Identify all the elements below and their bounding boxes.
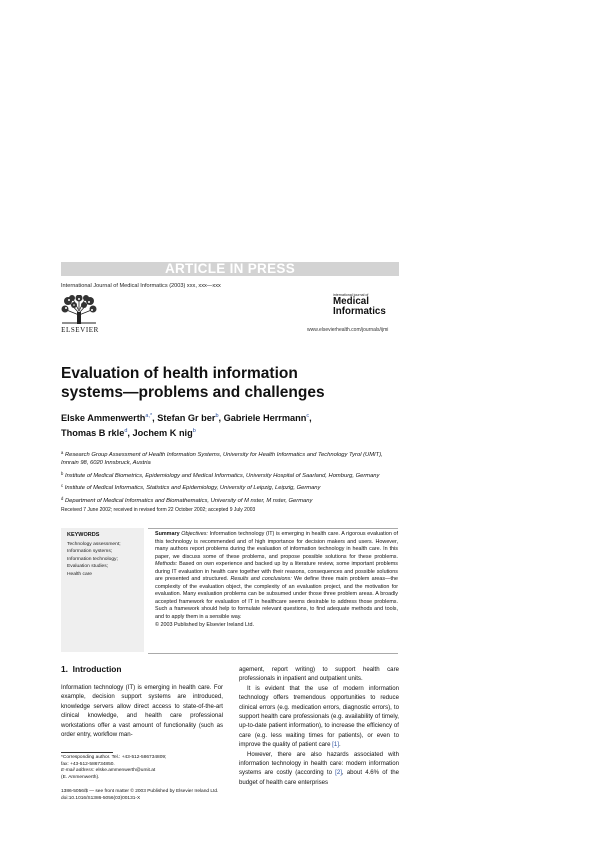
elsevier-tree-icon [60, 295, 98, 325]
paragraph-text: However, there are also hazards associated with information technology in health care: modern information systems are costly (according to [239, 750, 399, 777]
paragraph: Information technology (IT) is emerging in health care. For example, decision support systems are introduced, knowledge servers allow direct access to state-of-the-art clinical knowledge, and health care professional workstations offer a vast amount of functionality (such as order entry, workflow man- [61, 684, 223, 739]
author-name: Thomas B rkle [61, 428, 125, 438]
methods-label: Methods: [155, 561, 178, 568]
paragraph [239, 684, 399, 750]
summary-top-rule [148, 528, 398, 529]
affiliation [61, 482, 401, 493]
email-address[interactable]: elske.ammenwerth@umit.at [95, 768, 156, 773]
author-affil-ref[interactable]: b [192, 428, 196, 434]
affiliation-marker: d [61, 496, 64, 502]
elsevier-wordmark: ELSEVIER [61, 326, 99, 334]
author-name: Stefan Gr ber [157, 413, 216, 423]
keyword: Information systems; [67, 549, 113, 555]
affiliation-text: Institute of Medical Informatics, Statistics and Epidemiology, University of Leipzig, Leipzig, Germany [64, 485, 321, 492]
body-column-left [61, 683, 223, 739]
keywords-heading: KEYWORDS [67, 532, 100, 538]
author-affil-ref[interactable]: c [306, 413, 310, 419]
author-name: Jochem K nig [132, 428, 193, 438]
journal-logo-line1: Medical [333, 296, 369, 307]
fax-number: fax: +43-512-586734850. [61, 761, 115, 767]
author-name: Gabriele Herrmann [223, 413, 307, 423]
issn-doi [61, 789, 218, 803]
journal-citation: International Journal of Medical Informatics (2003) xxx, xxx—xxx [61, 283, 221, 289]
corresponding-author: *Corresponding author. Tel.: +43-512-586734809; [61, 755, 167, 760]
abstract [155, 531, 398, 629]
keyword: Health care [67, 571, 93, 577]
section-title: Introduction [72, 664, 122, 674]
footnote-rule [61, 752, 113, 753]
paragraph-text: , about 4.6% of the budget of health care enterprises [239, 769, 399, 786]
body-column-right [239, 665, 399, 787]
keywords-list [67, 541, 121, 578]
affiliation-marker: b [61, 470, 64, 476]
email-label: E-mail address: [61, 768, 95, 773]
doi-line[interactable]: doi:10.1016/S1386-5056(03)00131-X [61, 795, 141, 801]
author-affil-ref[interactable]: d [124, 428, 128, 434]
methods-text: Based on own experience and backed up by a literature review, some important problems during IT evaluation in health care together with their reasons, consequences and possible solutions are presented and structured. [155, 561, 398, 583]
affiliation [61, 470, 401, 481]
affiliation-text: Institute of Medical Biometrics, Epidemiology and Medical Informatics, University Hospital of Saarland, Homburg, Germany [64, 472, 380, 479]
section-heading [61, 664, 122, 674]
author-affil-ref[interactable]: a,* [145, 413, 153, 419]
author-list [61, 410, 401, 440]
section-number: 1. [61, 664, 68, 674]
citation-link[interactable]: [1] [332, 741, 339, 749]
affiliation-marker: a [61, 450, 64, 455]
keyword: Information technology; [67, 556, 118, 562]
email-owner: (E. Ammenwerth). [61, 774, 100, 780]
paragraph: agement, report writing) to support health care professionals in inpatient and outpatient units. [239, 666, 399, 683]
footnotes [61, 755, 226, 781]
paragraph-text: . [338, 741, 341, 749]
results-text: We define three main problem areas—the complexity of the evaluation object, the complexity of an evaluation project, and the motivation for evaluation. Many evaluation problems can be subsumed under those three problem areas. A broadly accepted framework for evaluation of IT in healthcare seems desirable to address those problems. Such a framework should help to formulate relevant questions, to find adequate methods and tools, and to apply them in a sensible way. [155, 576, 399, 621]
summary-bottom-rule [148, 653, 398, 654]
citation-link[interactable]: [2] [335, 769, 342, 777]
journal-url[interactable]: www.elsevierhealth.com/journals/ijmi [307, 327, 389, 333]
journal-logo-line2: Informatics [333, 305, 386, 317]
objectives-label: Objectives: [181, 531, 208, 537]
journal-logo [333, 297, 397, 316]
author-line-1: Elske Ammenwerth$^{a,*}$, Stefan Gr ber$^b$, Gabriele Herrmann$^c$, [61, 413, 312, 423]
author-name: Elske Ammenwerth [61, 413, 146, 423]
journal-logo-subtitle: international journal of [333, 293, 369, 297]
keyword: Technology assessment; [67, 542, 121, 547]
affiliation-text: Department of Medical Informatics and Biomathematics, University of M nster, M nster, Germany [64, 498, 313, 505]
article-title: Evaluation of health information systems—problems and challenges [61, 365, 325, 401]
copyright: © 2003 Published by Elsevier Ireland Ltd. [155, 621, 254, 628]
paragraph-text: It is evident that the use of modern information technology offers tremendous opportunities to reduce clinical errors (e.g. medication errors, diagnostic errors), to support health care professionals (e.g. availability of timely, up-to-date patient information), to increase the efficiency of care (e.g. less waiting times for patients), or even to improve the quality of patient care [239, 684, 399, 749]
objectives-text: Information technology (IT) is emerging in health care. A rigorous evaluation of this technology is recommended and of high importance for decision makers and users. However, many authors report problems during the evaluation of information technology in health care. In this paper, we discuss some of these problems, and propose possible solutions for these problems. [155, 531, 399, 560]
affiliation [61, 495, 401, 506]
affiliation-text: Research Group Assessment of Health Information Systems, University for Health Informatics and Technology Tyrol (UMIT), Innrain 98, 6020 Innsbruck, Austria [61, 452, 383, 466]
author-affil-ref[interactable]: b [215, 413, 219, 419]
received-dates: Received 7 June 2002; received in revised form 22 October 2002; accepted 9 July 2003 [61, 507, 256, 513]
affiliation [61, 449, 401, 468]
author-line-2: Thomas B rkle$^d$, Jochem K nig$^b$ [61, 428, 196, 438]
affiliation-marker: c [61, 483, 64, 489]
issn-line: 1386-5056/$ — see front matter © 2003 Published by Elsevier Ireland Ltd. [61, 789, 219, 794]
keyword: Evaluation studies; [67, 564, 109, 570]
article-in-press-banner: ARTICLE IN PRESS [61, 262, 399, 276]
paragraph [239, 750, 399, 788]
affiliations [61, 449, 401, 508]
summary-label: Summary [155, 531, 180, 537]
results-label: Results and conclusions: [230, 576, 292, 583]
